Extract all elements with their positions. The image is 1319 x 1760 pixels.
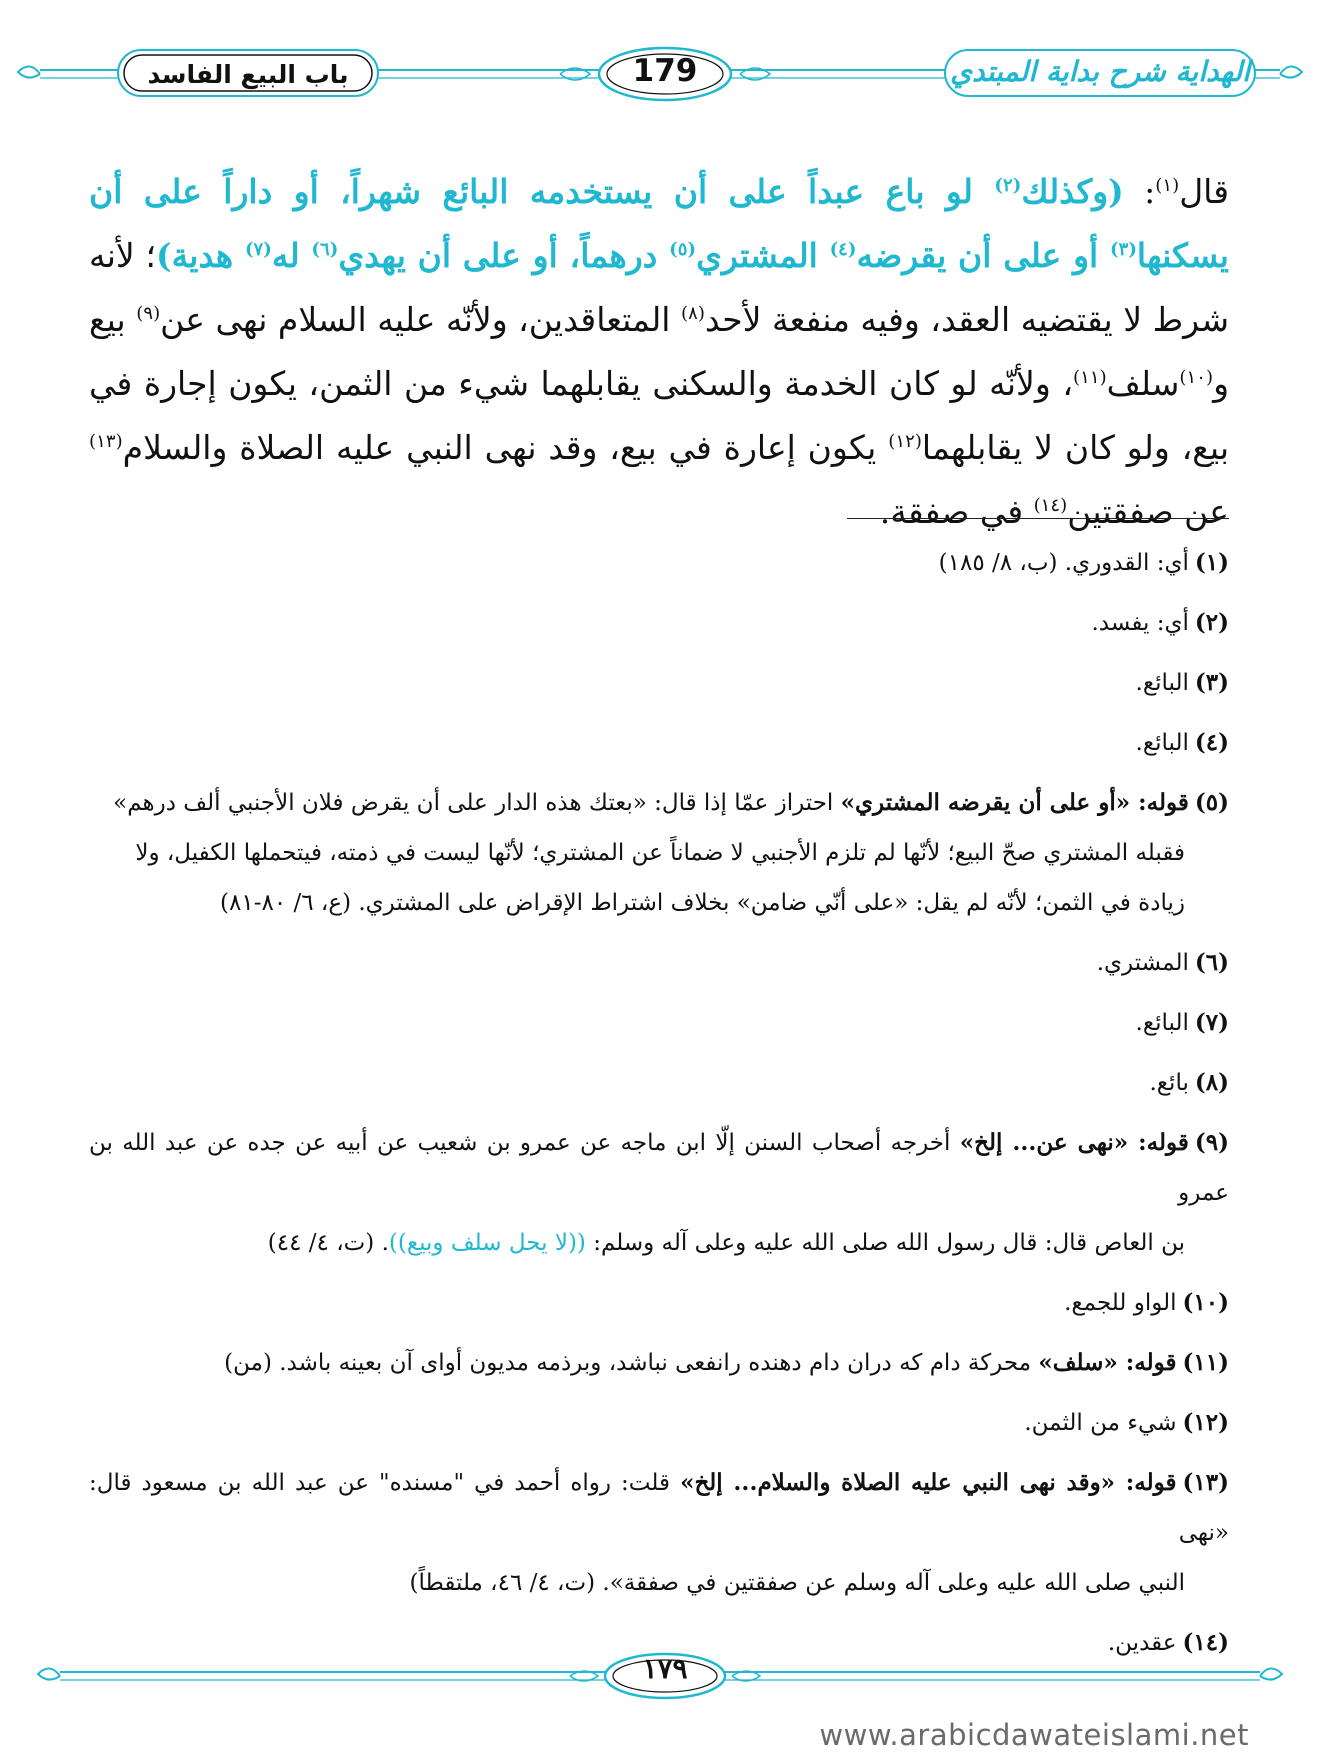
chapter-title: باب البيع الفاسد (147, 60, 349, 89)
footnote-text: أخرجه أصحاب السنن إلّا ابن ماجه عن عمرو بن شعيب عن أبيه عن جده عن عبد الله بن عمرو (89, 1130, 1229, 1206)
matn-3: أو على أن يقرضه (856, 236, 1110, 275)
footnotes (89, 538, 1229, 1678)
footnote-text: . (ت، ٤/ ٤٤) (267, 1230, 389, 1256)
footnote-text: الواو للجمع. (1064, 1290, 1177, 1316)
matn-5: درهماً، أو على أن يهدي (338, 236, 670, 275)
colon: : (1123, 172, 1156, 211)
footnote-number: (٢) (1194, 609, 1229, 636)
note-ref-14: (١٤) (1033, 495, 1068, 516)
note-ref-13: (١٣) (89, 431, 123, 452)
footnote-text: محركة دام كه دران دام دهنده رانفعى نباشد، وبرذمه مديون أوای آن بعينه باشد. (من) (224, 1350, 1039, 1376)
footnote-text: أي: يفسد. (1091, 610, 1189, 636)
sharh-1: ؛ لأنه شرط لا يقتضيه العقد، وفيه منفعة لأحد (89, 236, 1229, 339)
matn-2: لو باع عبداً على أن يستخدمه البائع شهراً، أو داراً على أن يسكنها (89, 172, 1229, 275)
book-title: الهداية شرح بداية المبتدي (950, 55, 1250, 88)
note-ref-8: (٨) (680, 303, 705, 324)
note-ref-10: (١٠) (1179, 367, 1214, 388)
qal-label: قال (1179, 172, 1230, 211)
footnote-quote: قوله: «وقد نهى النبي عليه الصلاة والسلام... إلخ» (680, 1469, 1177, 1496)
footnote-number: (٤) (1194, 729, 1229, 756)
footnote-text: بائع. (1149, 1070, 1189, 1096)
footnote-text: فقبله المشتري صحّ البيع؛ لأنّها لم تلزم الأجنبي لا ضماناً عن المشتري؛ لأنّها ليست في ذمته، فيتحملها الكفيل، ولا (135, 840, 1185, 866)
website-url: www.arabicdawateislami.net (819, 1718, 1249, 1752)
footnote-number: (١٣) (1182, 1469, 1229, 1496)
sharh-5: ، ولأنّه لو كان الخدمة والسكنى يقابلهما شيء من الثمن، يكون إجارة في بيع، ولو كان لا يقابلهما (89, 364, 1230, 467)
footnote-number: (٩) (1194, 1129, 1229, 1156)
footnote-number: (١٠) (1182, 1289, 1229, 1316)
footnote-8 (89, 1058, 1229, 1108)
footnote-number: (١٤) (1182, 1629, 1229, 1656)
footnote-text: النبي صلى الله عليه وعلى آله وسلم عن صفقتين في صفقة». (ت، ٤/ ٤٦، ملتقطاً) (409, 1570, 1185, 1596)
footnote-divider (847, 518, 1229, 519)
note-ref-11: (١١) (1073, 367, 1107, 388)
footnote-11 (89, 1338, 1229, 1388)
note-ref-1: (١) (1155, 175, 1180, 196)
footnote-number: (٣) (1194, 669, 1229, 696)
sharh-6: يكون إعارة في بيع، وقد نهى النبي عليه الصلاة والسلام (122, 428, 889, 467)
footnote-text: زيادة في الثمن؛ لأنّه لم يقل: «على أنّي ضامن» بخلاف اشتراط الإقراض على المشتري. (ع، ٦/ ٨٠-٨١) (219, 890, 1185, 916)
footnote-text: شيء من الثمن. (1024, 1410, 1177, 1436)
footnote-7 (89, 998, 1229, 1048)
footnote-10 (89, 1278, 1229, 1328)
footnote-3 (89, 658, 1229, 708)
footnote-2 (89, 598, 1229, 648)
note-ref-7: (٧) (244, 239, 272, 260)
footnote-number: (٥) (1194, 789, 1229, 816)
footnote-12 (89, 1398, 1229, 1448)
main-text (89, 160, 1229, 544)
footnote-number: (١١) (1182, 1349, 1229, 1376)
sharh-2: المتعاقدين، ولأنّه عليه السلام نهى عن (160, 300, 681, 339)
footnote-number: (٦) (1194, 949, 1229, 976)
footnote-quote: قوله: «سلف» (1038, 1349, 1177, 1376)
footnote-number: (١٢) (1182, 1409, 1229, 1436)
footnote-6 (89, 938, 1229, 988)
page-number-bottom: ١٧٩ (642, 1652, 688, 1685)
note-ref-3: (٣) (1109, 239, 1137, 260)
footnote-number: (٨) (1194, 1069, 1229, 1096)
hadith-quote: ((لا يحل سلف وبيع)) (388, 1230, 586, 1256)
matn-6: له (271, 236, 312, 275)
footnote-text: قلت: رواه أحمد في "مسنده" عن عبد الله بن مسعود قال: «نهى (89, 1470, 1229, 1546)
footnote-text: البائع. (1135, 730, 1189, 756)
footnote-quote: قوله: «أو على أن يقرضه المشتري» (840, 789, 1189, 816)
footnote-text: أي: القدوري. (ب، ٨/ ١٨٥) (938, 550, 1189, 576)
footnote-quote: قوله: «نهى عن... إلخ» (959, 1129, 1189, 1156)
note-ref-9: (٩) (136, 303, 161, 324)
footnote-text: احتراز عمّا إذا قال: «بعتك هذه الدار على أن يقرض فلان الأجنبي ألف درهم» (113, 790, 841, 816)
footnote-13 (89, 1458, 1229, 1608)
footnote-4 (89, 718, 1229, 768)
footnote-9 (89, 1118, 1229, 1268)
footnote-text: بن العاص قال: قال رسول الله صلى الله عليه وعلى آله وسلم: (585, 1230, 1185, 1256)
footnote-1 (89, 538, 1229, 588)
matn-1: (وكذلك (1021, 172, 1124, 211)
footnote-number: (١) (1194, 549, 1229, 576)
note-ref-12: (١٢) (888, 431, 922, 452)
footnote-text: البائع. (1135, 670, 1189, 696)
matn-7: هدية) (155, 236, 245, 275)
sharh-7: عن صفقتين (1067, 492, 1229, 531)
note-ref-4: (٤) (829, 239, 857, 260)
footnote-text: المشتري. (1096, 950, 1189, 976)
note-ref-6: (٦) (311, 239, 339, 260)
note-ref-5: (٥) (669, 239, 697, 260)
sharh-8: في صفقة. (879, 492, 1034, 531)
note-ref-2: (٢) (994, 175, 1022, 196)
footnote-text: البائع. (1135, 1010, 1189, 1036)
sharh-4: سلف (1106, 364, 1180, 403)
footnote-number: (٧) (1194, 1009, 1229, 1036)
footnote-5 (89, 778, 1229, 928)
page-number-top: 179 (632, 53, 698, 89)
page-header (0, 0, 1319, 120)
footnote-text: عقدين. (1107, 1630, 1177, 1656)
matn-4: المشتري (696, 236, 830, 275)
sharh-3: بيع و (89, 300, 1229, 403)
